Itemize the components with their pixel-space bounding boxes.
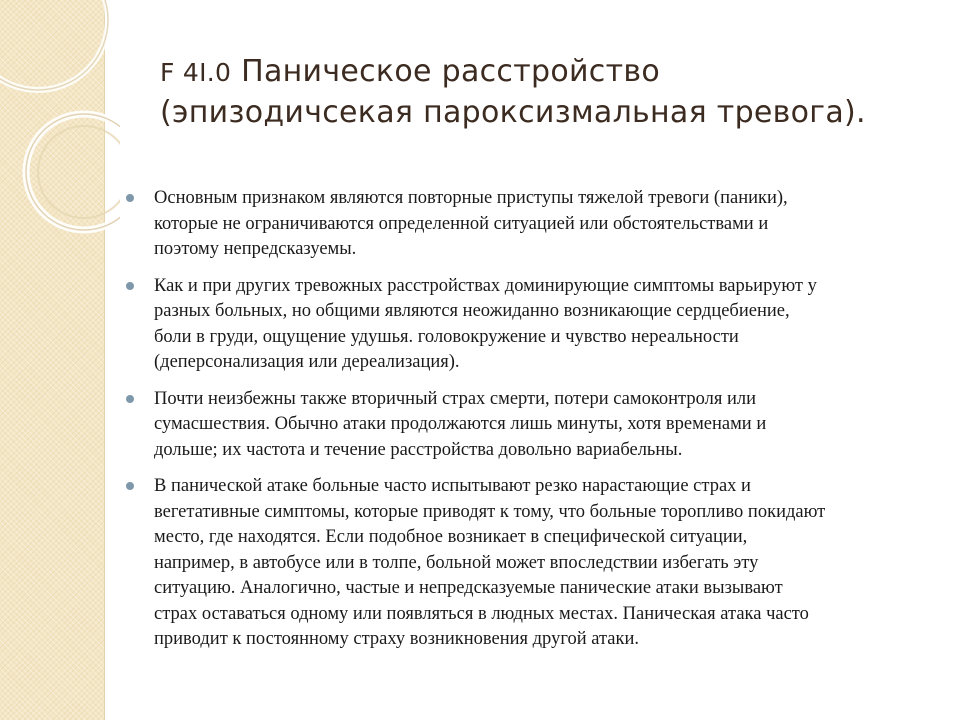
- bullet-marker-icon: [126, 395, 134, 403]
- bullet-line: Почти неизбежны также вторичный страх смерти, потери самоконтроля или: [154, 388, 757, 409]
- bullet-text: [154, 186, 926, 263]
- slide-title-line-1: [160, 52, 930, 93]
- decorative-circles-graphic: [0, 0, 120, 270]
- bullet-line: боли в груди, ощущение удушья. головокружение и чувство нереальности: [154, 326, 739, 347]
- bullet-marker-icon: [126, 282, 134, 290]
- title-main-text: Паническое расстройство: [231, 54, 660, 89]
- bullet-line: поэтому непредсказуемы.: [154, 239, 357, 259]
- bullet-item: [126, 387, 926, 464]
- slide-title: [160, 52, 930, 133]
- bullet-line: Основным признаком являются повторные приступы тяжелой тревоги (паники),: [154, 188, 788, 208]
- bullet-line: Как и при других тревожных расстройствах доминирующие симптомы варьируют у: [154, 275, 817, 296]
- bullet-line: (деперсонализация или дереализация).: [154, 352, 460, 372]
- bullet-line: которые не ограничиваются определенной ситуацией или обстоятельствами и: [154, 213, 769, 234]
- bullet-marker-icon: [126, 482, 134, 490]
- bullet-list: [126, 186, 926, 664]
- diagnosis-code: F 4I.0: [160, 58, 232, 87]
- bullet-text: [154, 387, 926, 464]
- bullet-marker-icon: [126, 194, 134, 202]
- bullet-text: [154, 474, 926, 653]
- bullet-line: разных больных, но общими являются неожиданно возникающие сердцебиение,: [154, 301, 790, 321]
- bullet-item: [126, 474, 926, 653]
- slide-title-line-2: (эпизодичсекая пароксизмальная тревога).: [160, 95, 866, 130]
- bullet-line: сумасшествия. Обычно атаки продолжаются лишь минуты, хотя временами и: [154, 414, 767, 434]
- bullet-line: место, где находятся. Если подобное возникает в специфической ситуации,: [154, 527, 748, 547]
- bullet-line: приводит к постоянному страху возникновения другой атаки.: [154, 629, 639, 649]
- bullet-item: [126, 186, 926, 263]
- bullet-line: ситуацию. Аналогично, частые и непредсказуемые панические атаки вызывают: [154, 578, 783, 598]
- bullet-item: [126, 274, 926, 376]
- bullet-line: страх оставаться одному или появляться в людных местах. Паническая атака часто: [154, 603, 809, 624]
- bullet-line: дольше; их частота и течение расстройства довольно вариабельны.: [154, 439, 683, 460]
- bullet-line: В панической атаке больные часто испытывают резко нарастающие страх и: [154, 476, 751, 496]
- bullet-line: например, в автобусе или в толпе, больной может впоследствии избегать эту: [154, 552, 759, 573]
- bullet-line: вегетативные симптомы, которые приводят к тому, что больные торопливо покидают: [154, 501, 826, 522]
- bullet-text: [154, 274, 926, 376]
